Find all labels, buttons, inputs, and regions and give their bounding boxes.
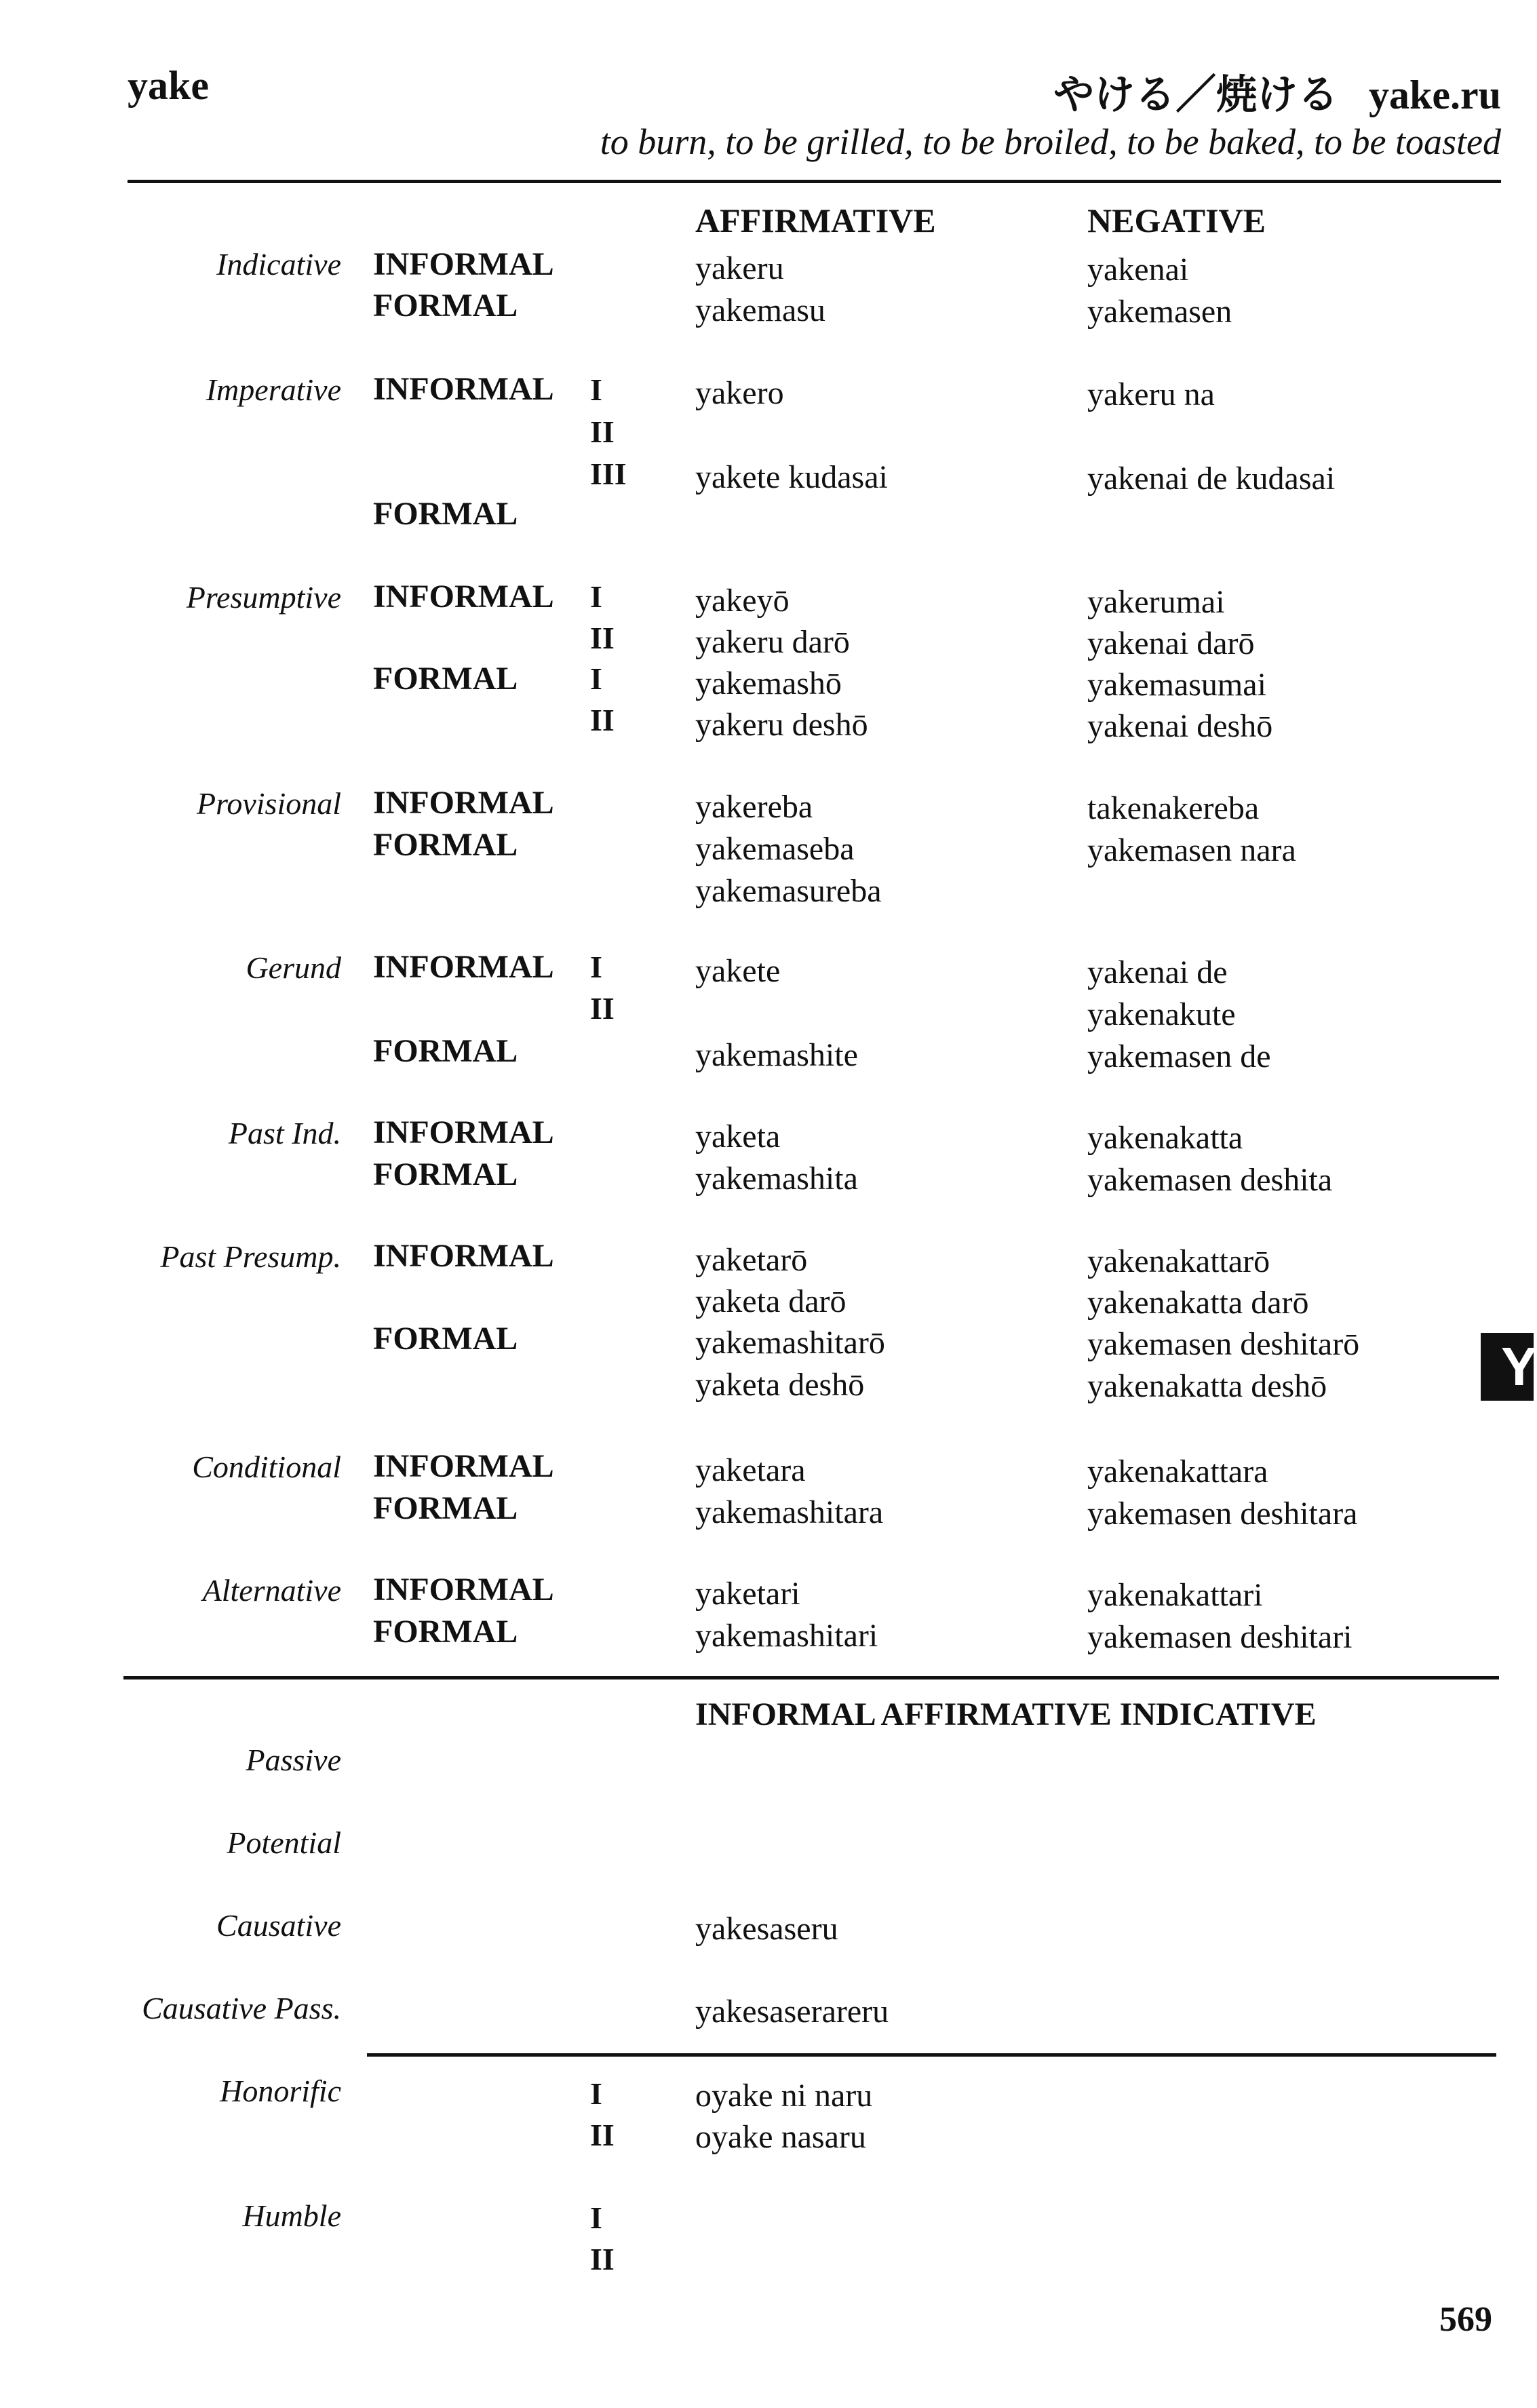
level-formal: FORMAL — [373, 1614, 518, 1650]
level-informal: INFORMAL — [373, 371, 554, 407]
form-cell: yakeru darō — [695, 624, 850, 660]
level-formal: FORMAL — [373, 827, 518, 863]
variant-i: I — [590, 372, 602, 407]
variant-ii: II — [590, 703, 615, 737]
form-cell: yakeru deshō — [695, 707, 868, 743]
variant-ii: II — [590, 991, 615, 1026]
form-cell: yakemashitari — [695, 1618, 878, 1654]
level-formal: FORMAL — [373, 1490, 518, 1526]
entry-headword — [1053, 62, 1501, 121]
level-informal: INFORMAL — [373, 1572, 554, 1608]
level-formal: FORMAL — [373, 1157, 518, 1192]
form-cell: yakemasu — [695, 292, 825, 328]
form-cell: yakemasen nara — [1087, 832, 1296, 868]
derived-causative: Causative — [216, 1908, 341, 1943]
tab-letter: Y — [1501, 1336, 1537, 1397]
form-cell: yakenakattara — [1087, 1454, 1268, 1490]
variant-i: I — [590, 2076, 602, 2111]
form-cell: yakete — [695, 953, 781, 989]
level-informal: INFORMAL — [373, 246, 554, 282]
page-number: 569 — [1439, 2300, 1492, 2339]
form-cell: takenakereba — [1087, 790, 1260, 826]
level-formal: FORMAL — [373, 1321, 518, 1357]
derived-humble: Humble — [242, 2198, 341, 2233]
form-cell: yakereba — [695, 789, 813, 825]
level-formal: FORMAL — [373, 661, 518, 697]
level-formal: FORMAL — [373, 1033, 518, 1069]
form-cell: yakeru na — [1087, 376, 1215, 412]
kana-kanji: やける／焼ける — [1053, 73, 1338, 117]
form-cell: yakemasen — [1087, 294, 1232, 330]
mood-alternative: Alternative — [202, 1573, 341, 1608]
form-cell: yakemashita — [695, 1161, 858, 1197]
dictionary-form: yake.ru — [1369, 73, 1501, 117]
form-cell: oyake ni naru — [695, 2078, 873, 2114]
derived-section-title: INFORMAL AFFIRMATIVE INDICATIVE — [695, 1696, 1317, 1732]
mood-conditional: Conditional — [192, 1450, 341, 1484]
level-informal: INFORMAL — [373, 949, 554, 985]
form-cell: yakenakatta darō — [1087, 1285, 1309, 1321]
form-cell: yakeyō — [695, 583, 790, 619]
form-cell: yakemasureba — [695, 873, 882, 909]
form-cell: yaketa — [695, 1119, 781, 1154]
column-affirmative: AFFIRMATIVE — [695, 201, 936, 239]
form-cell: oyake nasaru — [695, 2119, 866, 2155]
thumb-index-tab — [1481, 1333, 1537, 1401]
form-cell: yakenai de — [1087, 954, 1228, 990]
mood-past-ind: Past Ind. — [228, 1116, 341, 1150]
form-cell: yakesaseru — [695, 1911, 838, 1947]
column-negative: NEGATIVE — [1087, 201, 1266, 239]
form-cell: yakenakatta — [1087, 1120, 1243, 1156]
form-cell: yakesaserareru — [695, 1994, 889, 2030]
variant-i: I — [590, 2200, 602, 2235]
variant-i: I — [590, 579, 602, 614]
form-cell: yaketa deshō — [695, 1367, 865, 1403]
form-cell: yaketarō — [695, 1242, 808, 1278]
derived-honorific: Honorific — [220, 2074, 341, 2108]
form-cell: yakenakute — [1087, 996, 1236, 1032]
form-cell: yakemasen deshitara — [1087, 1496, 1358, 1532]
form-cell: yakemasen deshita — [1087, 1162, 1333, 1198]
form-cell: yakemashitarō — [695, 1325, 885, 1361]
form-cell: yakemashitara — [695, 1494, 884, 1530]
form-cell: yakemashō — [695, 665, 842, 701]
entry-romaji: yake — [128, 63, 209, 108]
form-cell: yakemasen deshitarō — [1087, 1326, 1360, 1362]
form-cell: yakerumai — [1087, 584, 1225, 620]
form-cell: yakemasen de — [1087, 1038, 1271, 1074]
variant-ii: II — [590, 621, 615, 655]
honorific-rule — [367, 2053, 1496, 2057]
derived-potential: Potential — [227, 1825, 341, 1860]
mood-provisional: Provisional — [197, 786, 341, 821]
level-formal: FORMAL — [373, 288, 518, 324]
variant-ii: II — [590, 414, 615, 449]
level-informal: INFORMAL — [373, 1238, 554, 1274]
section-rule — [123, 1676, 1499, 1679]
level-formal: FORMAL — [373, 496, 518, 532]
mood-indicative: Indicative — [216, 247, 341, 281]
form-cell: yakenai — [1087, 252, 1189, 288]
level-informal: INFORMAL — [373, 785, 554, 821]
form-cell: yakenai darō — [1087, 625, 1255, 661]
variant-ii: II — [590, 2118, 615, 2152]
form-cell: yakenakattari — [1087, 1577, 1263, 1613]
form-cell: yaketari — [695, 1576, 800, 1612]
variant-ii: II — [590, 2242, 615, 2276]
level-informal: INFORMAL — [373, 1448, 554, 1484]
form-cell: yakenai deshō — [1087, 708, 1273, 744]
level-informal: INFORMAL — [373, 579, 554, 615]
form-cell: yakero — [695, 375, 784, 411]
form-cell: yakemashite — [695, 1037, 858, 1073]
form-cell: yakemasen deshitari — [1087, 1619, 1353, 1655]
form-cell: yakemaseba — [695, 831, 855, 867]
form-cell: yakenakattarō — [1087, 1243, 1270, 1279]
variant-i: I — [590, 661, 602, 696]
mood-gerund: Gerund — [246, 950, 341, 985]
form-cell: yaketa darō — [695, 1283, 847, 1319]
header-rule — [128, 180, 1501, 183]
level-informal: INFORMAL — [373, 1114, 554, 1150]
form-cell: yakenakatta deshō — [1087, 1368, 1327, 1404]
form-cell: yakemasumai — [1087, 667, 1266, 703]
mood-presumptive: Presumptive — [186, 580, 341, 615]
mood-imperative: Imperative — [206, 372, 341, 407]
form-cell: yakete kudasai — [695, 459, 888, 495]
derived-causative-pass: Causative Pass. — [142, 1991, 341, 2025]
form-cell: yaketara — [695, 1452, 806, 1488]
form-cell: yakeru — [695, 250, 784, 286]
mood-past-presump: Past Presump. — [160, 1239, 341, 1274]
variant-i: I — [590, 950, 602, 984]
form-cell: yakenai de kudasai — [1087, 461, 1336, 497]
derived-passive: Passive — [246, 1743, 341, 1777]
variant-iii: III — [590, 457, 627, 491]
entry-meaning: to burn, to be grilled, to be broiled, to be baked, to be toasted — [600, 121, 1501, 162]
